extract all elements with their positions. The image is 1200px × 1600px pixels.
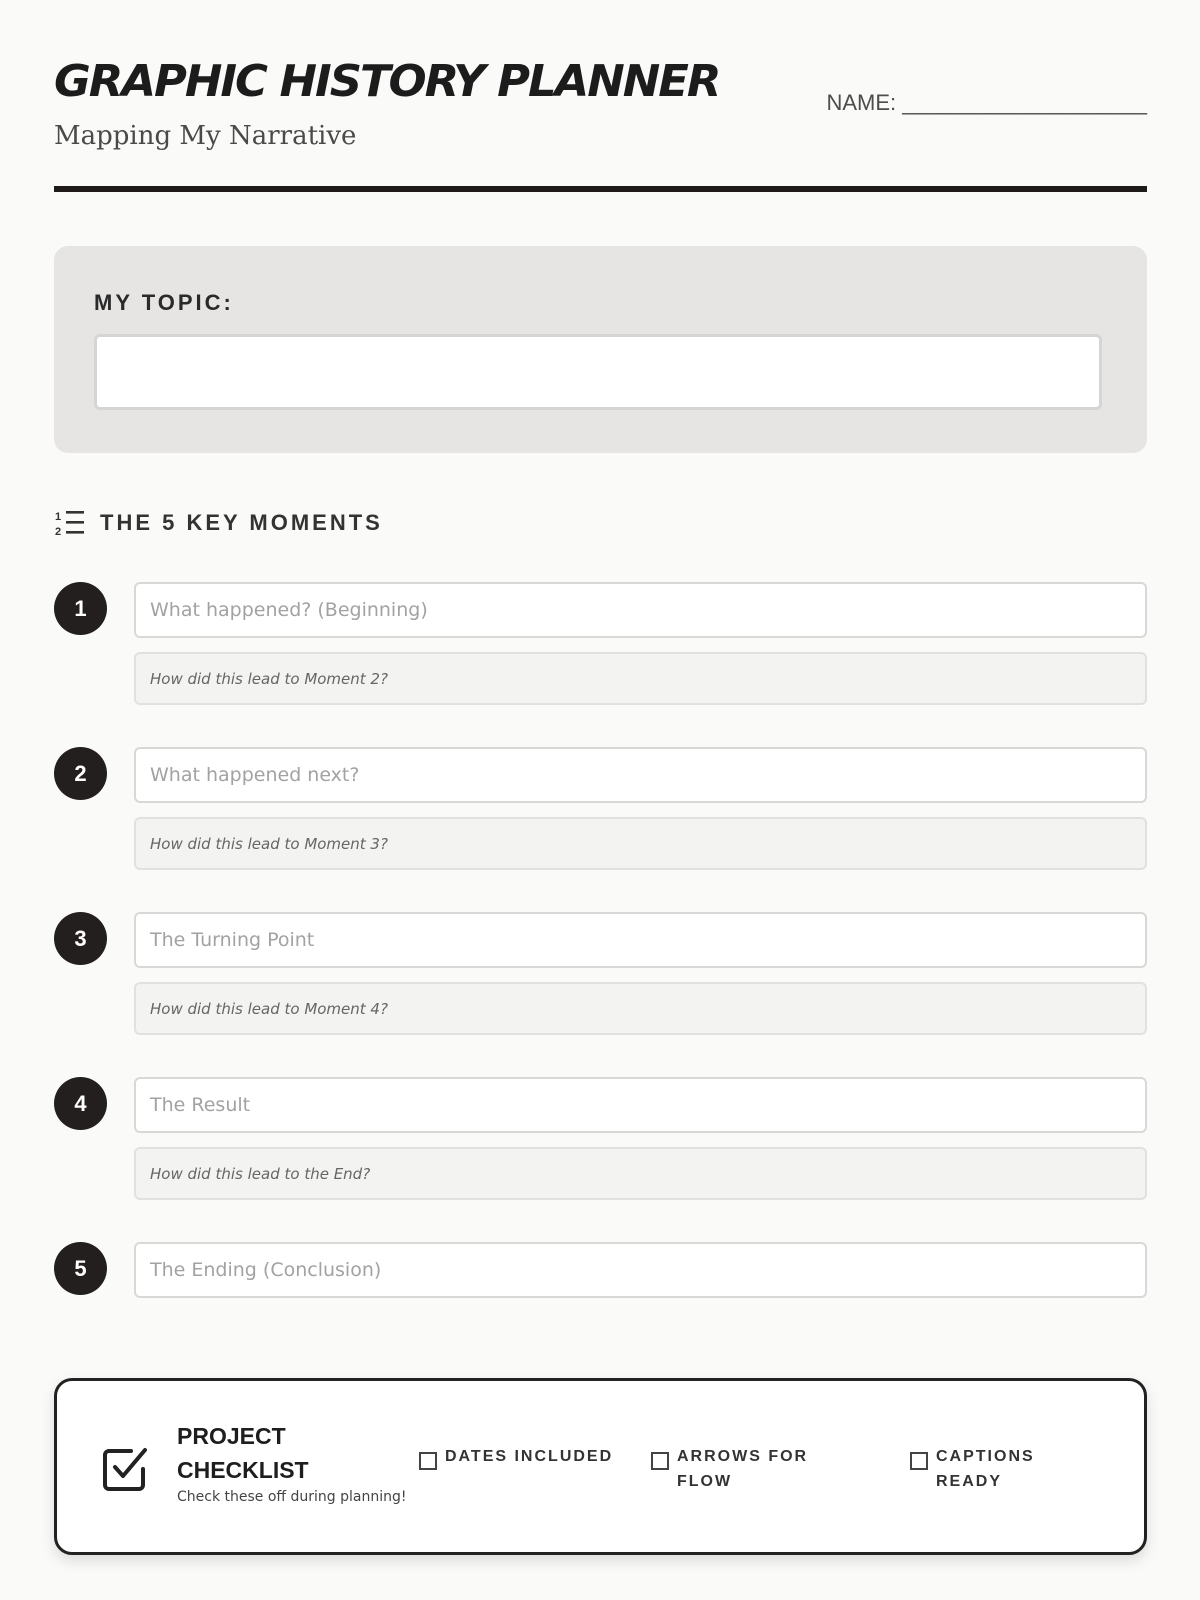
moment-number-badge: 3 bbox=[54, 912, 107, 965]
checkbox[interactable] bbox=[419, 1452, 437, 1470]
svg-text:2: 2 bbox=[55, 526, 62, 538]
moment-number-badge: 4 bbox=[54, 1077, 107, 1130]
moment-2-input[interactable]: What happened next? bbox=[134, 747, 1147, 803]
checkbox[interactable] bbox=[910, 1452, 928, 1470]
moment-4-input[interactable]: The Result bbox=[134, 1077, 1147, 1133]
moment-1-connection-input[interactable]: How did this lead to Moment 2? bbox=[134, 652, 1147, 705]
moment-1-input[interactable]: What happened? (Beginning) bbox=[134, 582, 1147, 638]
moment-5-input[interactable]: The Ending (Conclusion) bbox=[134, 1242, 1147, 1298]
moment-number-badge: 2 bbox=[54, 747, 107, 800]
header-divider bbox=[54, 186, 1147, 192]
checklist-item-label: DATES INCLUDED bbox=[445, 1448, 614, 1465]
moment-number-badge: 1 bbox=[54, 582, 107, 635]
page-title: GRAPHIC HISTORY PLANNER bbox=[54, 56, 720, 107]
topic-input[interactable] bbox=[94, 334, 1102, 410]
checklist-title: PROJECT CHECKLIST bbox=[177, 1423, 309, 1483]
topic-panel bbox=[54, 246, 1147, 453]
moment-3-connection-input[interactable]: How did this lead to Moment 4? bbox=[134, 982, 1147, 1035]
numbered-list-icon bbox=[54, 508, 86, 538]
checklist-item-label: CAPTIONS READY bbox=[936, 1448, 1035, 1490]
moment-2-connection-input[interactable]: How did this lead to Moment 3? bbox=[134, 817, 1147, 870]
name-field[interactable]: NAME: ____________________ bbox=[826, 90, 1147, 115]
project-checklist bbox=[54, 1378, 1147, 1555]
topic-label: MY TOPIC: bbox=[94, 290, 234, 315]
svg-text:1: 1 bbox=[55, 511, 62, 523]
moment-number-badge: 5 bbox=[54, 1242, 107, 1295]
checkbox[interactable] bbox=[651, 1452, 669, 1470]
checklist-item-dates[interactable] bbox=[419, 1444, 615, 1470]
checklist-item-label: ARROWS FOR FLOW bbox=[677, 1448, 809, 1490]
moment-3-input[interactable]: The Turning Point bbox=[134, 912, 1147, 968]
checklist-item-arrows[interactable] bbox=[651, 1444, 847, 1494]
moment-4-connection-input[interactable]: How did this lead to the End? bbox=[134, 1147, 1147, 1200]
checklist-item-captions[interactable] bbox=[910, 1444, 1066, 1494]
moments-section-title: THE 5 KEY MOMENTS bbox=[100, 510, 383, 535]
page-subtitle: Mapping My Narrative bbox=[54, 121, 357, 151]
checklist-subtitle: Check these off during planning! bbox=[177, 1489, 407, 1505]
moments-section-header bbox=[54, 508, 383, 538]
checkbox-checked-icon bbox=[101, 1445, 149, 1493]
